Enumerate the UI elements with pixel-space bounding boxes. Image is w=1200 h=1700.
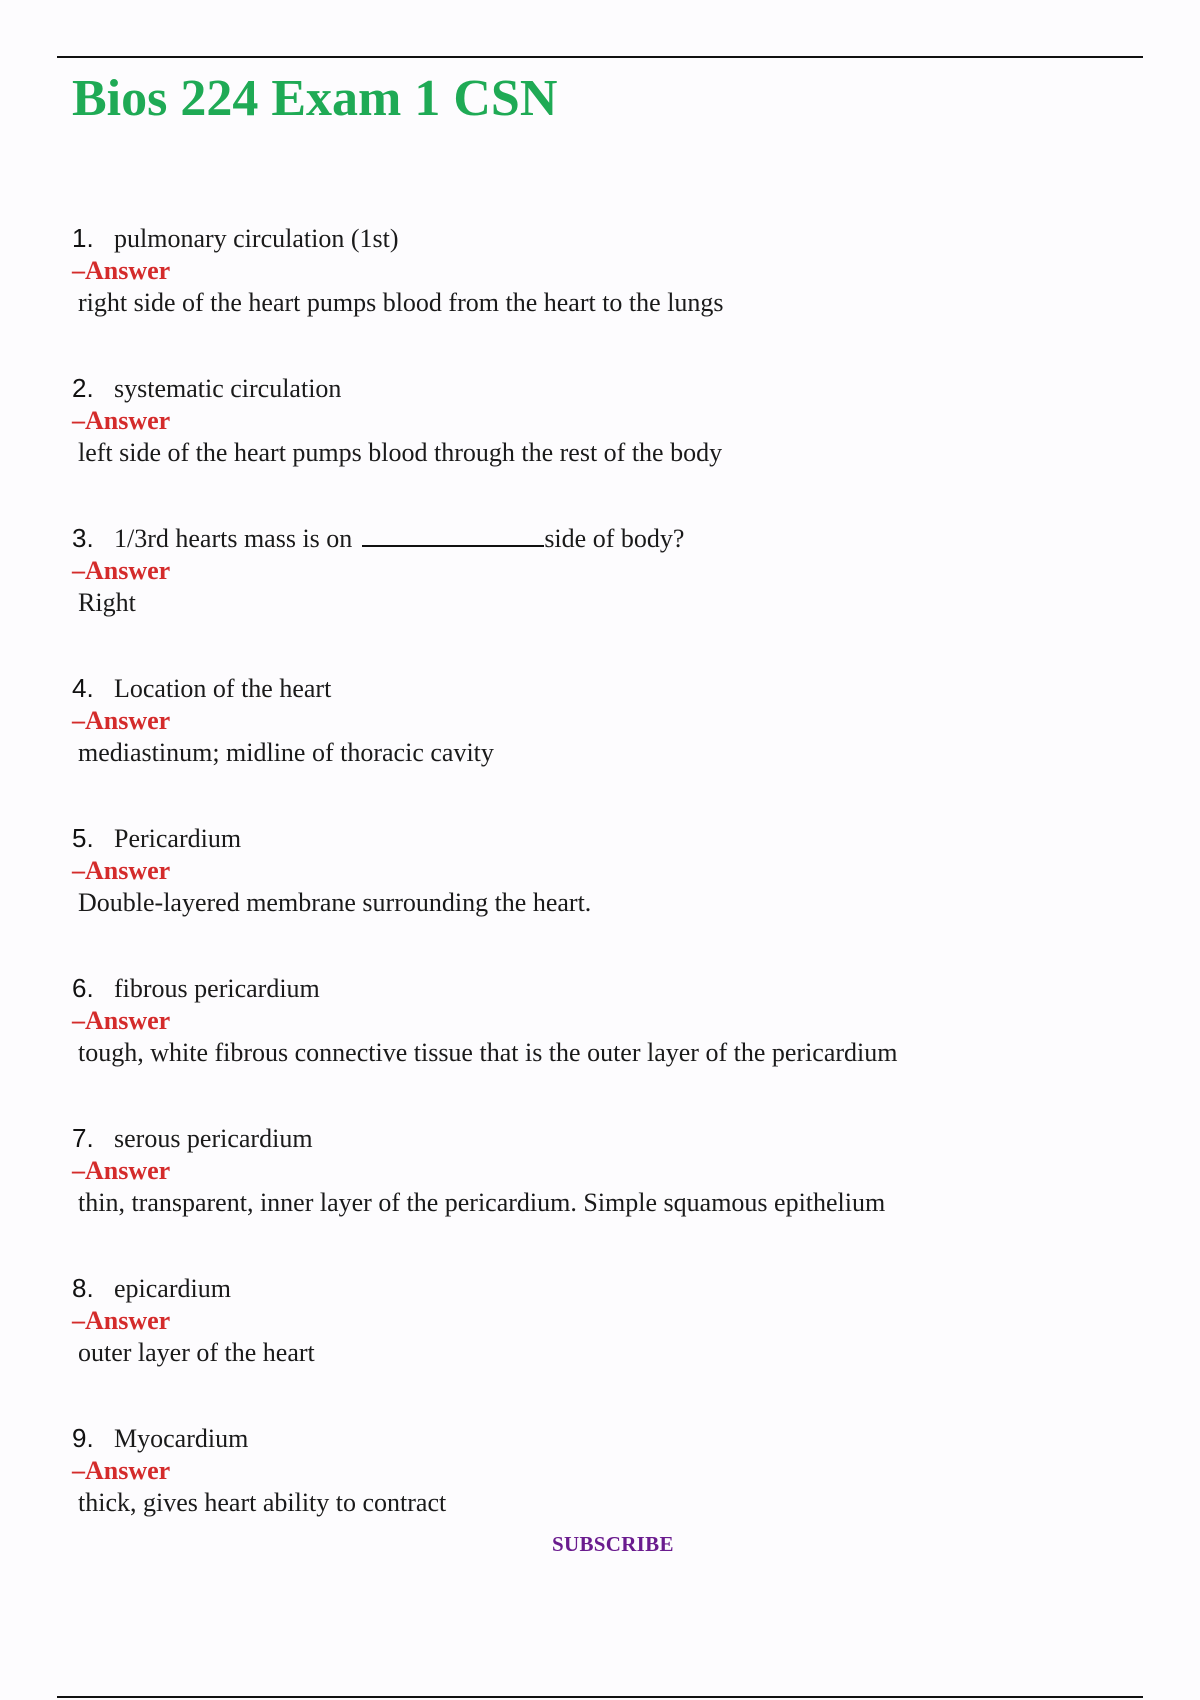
qa-item-1 [72,220,1132,320]
answer-label: –Answer [72,706,171,735]
answer-text: Double-layered membrane surrounding the heart. [78,888,592,917]
question-line [72,1420,1132,1456]
question-line [72,1120,1132,1156]
qa-item-4 [72,670,1132,770]
answer-text: right side of the heart pumps blood from the heart to the lungs [78,288,724,317]
qa-item-2 [72,370,1132,470]
fill-in-blank [362,525,544,547]
question-line [72,820,1132,856]
answer-label: –Answer [72,1156,171,1185]
answer-text: outer layer of the heart [78,1338,315,1367]
question-text-after-blank: side of body? [544,524,685,553]
answer-text: thick, gives heart ability to contract [78,1488,447,1517]
qa-item-6 [72,970,1132,1070]
question-line [72,520,1132,556]
question-number: 2. [72,373,94,403]
question-number: 6. [72,973,94,1003]
question-text: Pericardium [114,824,242,853]
question-text-before-blank: 1/3rd hearts mass is on [114,524,353,553]
question-text: systematic circulation [114,374,342,403]
answer-text: Right [78,588,136,617]
qa-item-9 [72,1420,1132,1520]
answer-text: left side of the heart pumps blood through the rest of the body [78,438,723,467]
question-line [72,370,1132,406]
answer-label: –Answer [72,856,171,885]
question-text: pulmonary circulation (1st) [114,224,399,253]
question-number: 3. [72,523,94,553]
bottom-rule [57,1696,1143,1698]
answer-label: –Answer [72,1456,171,1485]
top-rule [57,56,1143,58]
subscribe-link[interactable]: SUBSCRIBE [552,1532,674,1556]
answer-text: mediastinum; midline of thoracic cavity [78,738,494,767]
question-text: Location of the heart [114,674,332,703]
question-text: fibrous pericardium [114,974,320,1003]
question-number: 7. [72,1123,94,1153]
question-line [72,970,1132,1006]
document-title: Bios 224 Exam 1 CSN [72,70,558,127]
question-number: 8. [72,1273,94,1303]
qa-item-7 [72,1120,1132,1220]
qa-item-3 [72,520,1132,620]
answer-label: –Answer [72,556,171,585]
answer-label: –Answer [72,256,171,285]
question-line [72,1270,1132,1306]
qa-item-8 [72,1270,1132,1370]
answer-label: –Answer [72,1306,171,1335]
qa-item-5 [72,820,1132,920]
question-number: 1. [72,223,94,253]
question-text: serous pericardium [114,1124,313,1153]
question-text: epicardium [114,1274,231,1303]
question-number: 4. [72,673,94,703]
answer-label: –Answer [72,406,171,435]
question-number: 9. [72,1423,94,1453]
answer-text: thin, transparent, inner layer of the pericardium. Simple squamous epithelium [78,1188,886,1217]
question-line [72,670,1132,706]
question-line [72,220,1132,256]
answer-text: tough, white fibrous connective tissue that is the outer layer of the pericardium [78,1038,898,1067]
answer-label: –Answer [72,1006,171,1035]
question-number: 5. [72,823,94,853]
question-text: Myocardium [114,1424,249,1453]
